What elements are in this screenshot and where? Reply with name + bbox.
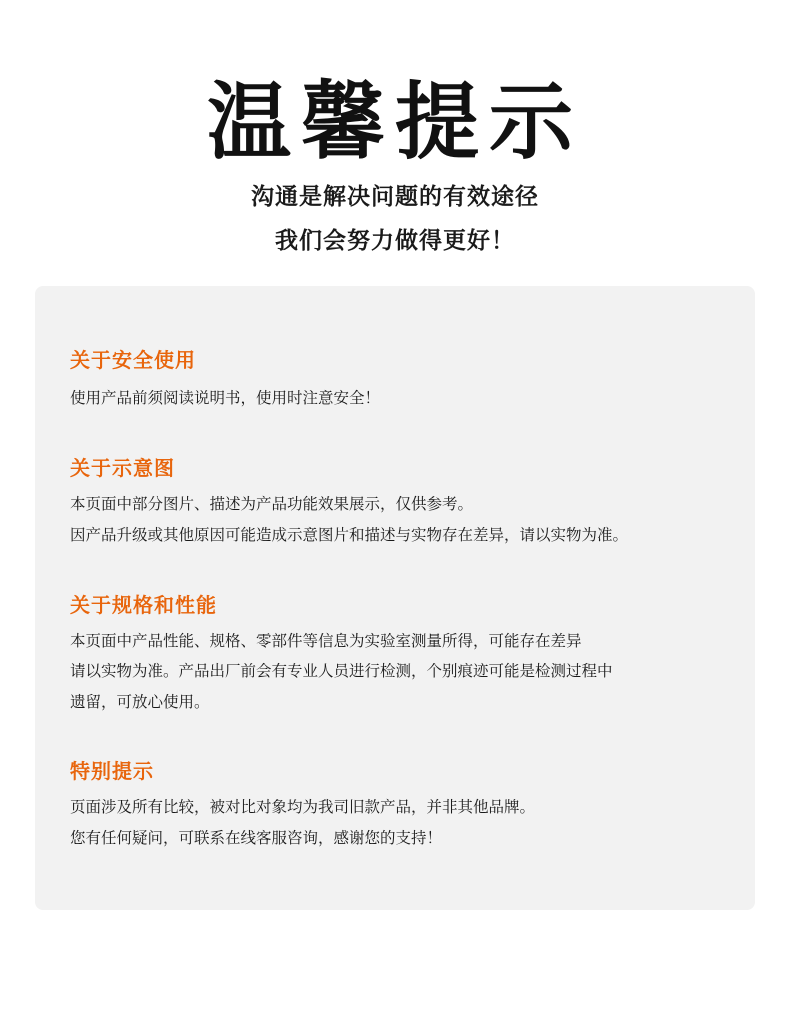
- section-text-safety-line-1: 使用产品前须阅读说明书，使用时注意安全！: [70, 389, 381, 407]
- page-title: 温馨提示: [206, 73, 583, 171]
- section-heading-illustration: 关于示意图: [70, 456, 175, 480]
- section-text-special-line-2: 您有任何疑问，可联系在线客服咨询，感谢您的支持！: [70, 829, 443, 847]
- section-text-illustration-line-1: 本页面中部分图片、描述为产品功能效果展示，仅供参考。: [70, 495, 474, 513]
- section-heading-safety: 关于安全使用: [70, 348, 196, 372]
- section-heading-special: 特别提示: [70, 759, 154, 783]
- section-text-special-line-1: 页面涉及所有比较，被对比对象均为我司旧款产品，并非其他品牌。: [70, 798, 536, 816]
- section-text-specs-line-1: 本页面中产品性能、规格、零部件等信息为实验室测量所得，可能存在差异: [70, 632, 582, 650]
- section-text-illustration-line-2: 因产品升级或其他原因可能造成示意图片和描述与实物存在差异，请以实物为准。: [70, 526, 629, 544]
- section-heading-specs: 关于规格和性能: [70, 593, 217, 617]
- section-text-specs-line-3: 遗留，可放心使用。: [70, 693, 210, 711]
- subtitle-line-1: 沟通是解决问题的有效途径: [251, 184, 539, 210]
- section-text-specs-line-2: 请以实物为准。产品出厂前会有专业人员进行检测，个别痕迹可能是检测过程中: [70, 662, 613, 680]
- subtitle-line-2: 我们会努力做得更好！: [275, 228, 515, 254]
